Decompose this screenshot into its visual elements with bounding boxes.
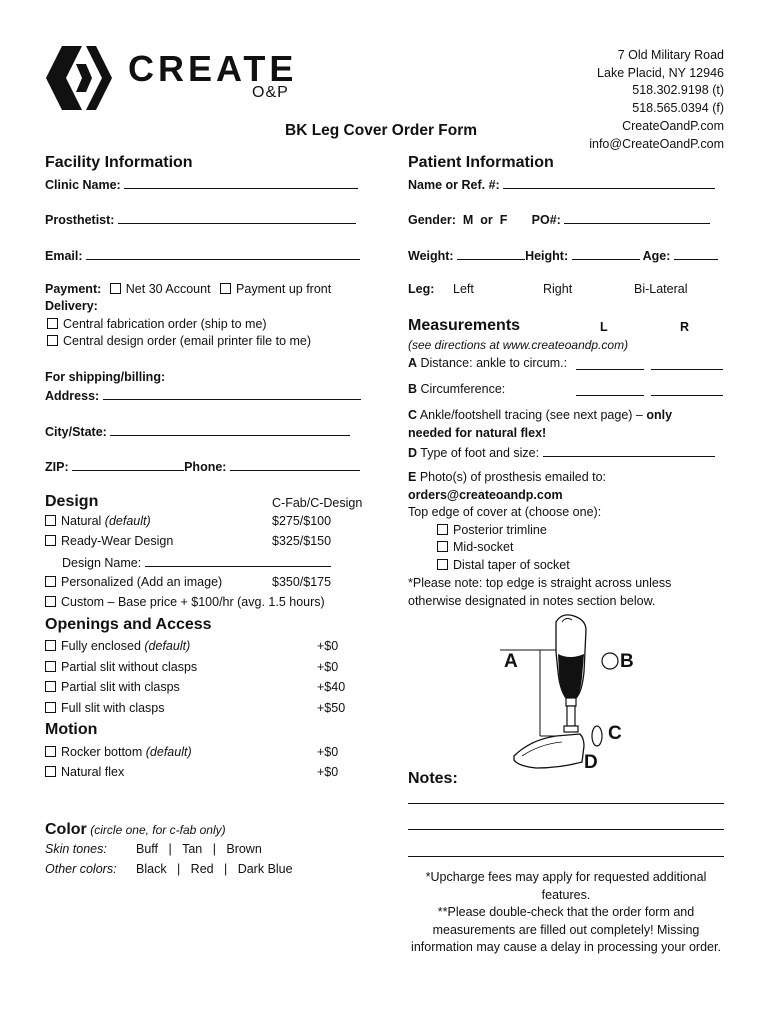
design-natural-label: Natural [61,514,105,528]
gender-f-option[interactable]: F [499,213,508,227]
openings-item-partial-clasps [45,680,180,694]
measure-a-right-field[interactable] [651,357,723,370]
leg-bilateral-option[interactable]: Bi-Lateral [634,282,688,296]
age-label: Age: [642,249,671,263]
skin-sep-2: | [212,842,216,856]
clinic-field[interactable] [124,176,358,189]
leg-left-option[interactable]: Left [453,282,474,296]
payment-net30-label: Net 30 Account [125,282,211,296]
openings-full-slit-checkbox[interactable] [45,702,56,713]
design-price-header: C-Fab/C-Design [272,496,363,510]
phone-label: Phone: [184,460,227,474]
height-field[interactable] [572,247,640,260]
motion-natural-flex-price: +$0 [317,765,339,779]
motion-heading: Motion [45,721,98,738]
measure-b-row [408,382,505,396]
motion-item-natural-flex [45,765,124,779]
delivery-label: Delivery: [45,299,98,313]
gender-m-option[interactable]: M [462,213,474,227]
measure-b-text: Circumference: [417,382,506,396]
openings-heading: Openings and Access [45,616,212,633]
prosthesis-illustration [500,612,650,777]
measure-c-only: only [646,408,673,422]
footer-double-check: **Please double-check that the order form and measurements are filled out completely! Missing information may cause a delay in processing your order. [411,905,721,954]
weight-height-age-row [408,247,718,263]
measurements-heading: Measurements [408,317,521,334]
delivery-central-design-checkbox[interactable] [47,335,58,346]
design-natural-price: $275/$100 [272,514,332,528]
leg-label: Leg: [408,282,435,296]
skin-tones-label: Skin tones: [45,842,107,856]
motion-natural-flex-label: Natural flex [61,765,125,779]
measurements-col-r: R [680,320,690,334]
diagram-label-b: B [620,651,634,672]
patient-name-label: Name or Ref. #: [408,178,500,192]
measurements-col-l: L [600,320,608,334]
other-colors-options [136,862,293,876]
phone-field[interactable] [230,458,360,471]
measure-b-letter: B [408,382,418,396]
measure-c-note: needed for natural flex! [408,426,547,440]
openings-partial-no-clasps-checkbox[interactable] [45,661,56,672]
design-item-custom [45,595,325,609]
color-dark-blue-option[interactable]: Dark Blue [237,862,293,876]
shipping-label: For shipping/billing: [45,370,166,384]
edge-mid-socket-checkbox[interactable] [437,541,448,552]
edge-posterior-checkbox[interactable] [437,524,448,535]
edge-mid-socket-row [437,540,513,554]
email-row [45,247,360,263]
design-ready-wear-price: $325/$150 [272,534,332,548]
measure-d-field[interactable] [543,444,715,457]
motion-rocker-note: (default) [145,745,192,759]
patient-name-row [408,176,715,192]
motion-natural-flex-checkbox[interactable] [45,766,56,777]
openings-item-partial-no-clasps [45,660,197,674]
payment-row [45,282,331,296]
diagram-label-d: D [584,752,598,773]
measure-e-row [408,470,606,484]
measure-d-row [408,444,715,460]
measure-e-letter: E [408,470,417,484]
design-ready-wear-checkbox[interactable] [45,535,56,546]
gender-po-row [408,211,710,227]
color-sep-2: | [224,862,228,876]
notes-line-3[interactable] [408,856,724,857]
design-natural-note: (default) [104,514,151,528]
prosthetist-field[interactable] [118,211,356,224]
color-black-option[interactable]: Black [136,862,167,876]
form-title: BK Leg Cover Order Form [285,122,478,139]
design-personalized-checkbox[interactable] [45,576,56,587]
openings-full-slit-label: Full slit with clasps [61,701,165,715]
footer-upcharge: *Upcharge fees may apply for requested additional features. [425,870,707,902]
clinic-row [45,176,358,192]
payment-net30-checkbox[interactable] [110,283,121,294]
color-red-option[interactable]: Red [190,862,214,876]
weight-field[interactable] [457,247,525,260]
measure-d-text: Type of foot and size: [417,446,540,460]
color-note: (circle one, for c-fab only) [90,823,226,837]
citystate-field[interactable] [110,423,350,436]
design-custom-label: Custom – Base price + $100/hr (avg. 1.5 hours) [61,595,325,609]
payment-upfront-label: Payment up front [236,282,332,296]
patient-name-field[interactable] [503,176,715,189]
openings-partial-no-clasps-label: Partial slit without clasps [61,660,198,674]
motion-rocker-label: Rocker bottom [61,745,146,759]
edge-distal-checkbox[interactable] [437,559,448,570]
contact-email[interactable]: info@CreateOandP.com [589,136,724,151]
measure-c-text: Ankle/footshell tracing (see next page) – [417,408,647,422]
measure-a-left-field[interactable] [576,357,644,370]
zip-label: ZIP: [45,460,69,474]
edge-distal-label: Distal taper of socket [453,558,570,572]
diagram-label-a: A [504,651,518,672]
measure-e-text: Photo(s) of prosthesis emailed to: [416,470,607,484]
notes-line-1[interactable] [408,803,724,804]
payment-label: Payment: [45,282,102,296]
contact-fax: 518.565.0394 (f) [632,101,724,116]
openings-fully-enclosed-note: (default) [144,639,191,653]
edge-posterior-row [437,523,547,537]
design-personalized-label: Personalized (Add an image) [61,575,223,589]
address-field[interactable] [103,387,361,400]
email-field[interactable] [86,247,360,260]
design-item-natural [45,514,151,528]
design-natural-checkbox[interactable] [45,515,56,526]
patient-heading: Patient Information [408,154,554,171]
logo [46,46,296,110]
notes-heading: Notes: [408,770,458,787]
contact-city: Lake Placid, NY 12946 [597,65,724,80]
design-name-field[interactable] [145,554,331,567]
address-row [45,387,361,403]
orders-email[interactable]: orders@createoandp.com [408,488,563,502]
openings-item-full-slit [45,701,165,715]
design-personalized-price: $350/$175 [272,575,332,589]
top-edge-label: Top edge of cover at (choose one): [408,505,602,519]
edge-posterior-label: Posterior trimline [453,523,547,537]
citystate-label: City/State: [45,425,107,439]
skin-sep-1: | [168,842,172,856]
email-label: Email: [45,249,83,263]
po-field[interactable] [564,211,710,224]
zip-phone-row [45,458,360,474]
color-heading: Color [45,821,87,838]
facility-heading: Facility Information [45,154,193,171]
openings-fully-enclosed-checkbox[interactable] [45,640,56,651]
openings-item-fully-enclosed [45,639,190,653]
openings-partial-clasps-price: +$40 [317,680,346,694]
measure-a-letter: A [408,356,418,370]
contact-address: 7 Old Military Road [617,48,724,62]
weight-label: Weight: [408,249,454,263]
leg-right-option[interactable]: Right [543,282,573,296]
contact-website[interactable]: CreateOandP.com [622,118,724,133]
skin-buff-option[interactable]: Buff [136,842,159,856]
contact-phone: 518.302.9198 (t) [632,83,724,98]
delivery-central-fab-label: Central fabrication order (ship to me) [63,317,267,331]
please-note-line1: *Please note: top edge is straight across unless [408,576,672,590]
payment-upfront-checkbox[interactable] [220,283,231,294]
contact-block [589,47,724,153]
zip-field[interactable] [72,458,184,471]
openings-fully-enclosed-label: Fully enclosed [61,639,145,653]
gender-or-text: or [480,213,493,227]
delivery-opt2-row [47,334,311,348]
notes-line-2[interactable] [408,829,724,830]
edge-mid-socket-label: Mid-socket [453,540,514,554]
other-colors-label: Other colors: [45,862,117,876]
create-logo-icon [46,46,112,110]
prosthetist-row [45,211,356,227]
citystate-row [45,423,350,439]
gender-label: Gender: [408,213,456,227]
measure-d-letter: D [408,446,418,460]
design-item-ready-wear [45,534,173,548]
logo-brand: CREATE [128,48,298,89]
measurements-directions: (see directions at www.createoandp.com) [408,338,629,352]
prosthetist-label: Prosthetist: [45,213,115,227]
height-label: Height: [525,249,569,263]
design-heading: Design [45,493,99,510]
design-custom-checkbox[interactable] [45,596,56,607]
address-label: Address: [45,389,100,403]
delivery-central-fab-checkbox[interactable] [47,318,58,329]
measure-a-row [408,356,567,370]
color-heading-row [45,821,226,839]
po-label: PO#: [531,213,561,227]
openings-full-slit-price: +$50 [317,701,346,715]
design-ready-wear-label: Ready-Wear Design [61,534,174,548]
skin-tan-option[interactable]: Tan [182,842,203,856]
please-note-line2: otherwise designated in notes section below. [408,594,656,608]
openings-partial-clasps-checkbox[interactable] [45,681,56,692]
measure-b-left-field[interactable] [576,383,644,396]
measure-c-row [408,408,672,422]
design-item-personalized [45,575,222,589]
delivery-opt1-row [47,317,267,331]
skin-tones-options [136,842,262,856]
design-name-row [62,554,331,570]
openings-partial-clasps-label: Partial slit with clasps [61,680,180,694]
measure-c-letter: C [408,408,418,422]
motion-rocker-price: +$0 [317,745,339,759]
edge-distal-row [437,558,570,572]
color-sep-1: | [177,862,181,876]
measure-b-right-field[interactable] [651,383,723,396]
skin-brown-option[interactable]: Brown [226,842,262,856]
design-name-label: Design Name: [62,556,142,570]
age-field[interactable] [674,247,718,260]
logo-sub: O&P [252,84,289,101]
prosthesis-diagram [500,612,650,777]
motion-item-rocker [45,745,192,759]
delivery-central-design-label: Central design order (email printer file to me) [63,334,312,348]
measure-a-text: Distance: ankle to circum.: [417,356,568,370]
clinic-label: Clinic Name: [45,178,121,192]
diagram-label-c: C [608,723,622,744]
openings-partial-no-clasps-price: +$0 [317,660,339,674]
openings-fully-enclosed-price: +$0 [317,639,339,653]
motion-rocker-checkbox[interactable] [45,746,56,757]
